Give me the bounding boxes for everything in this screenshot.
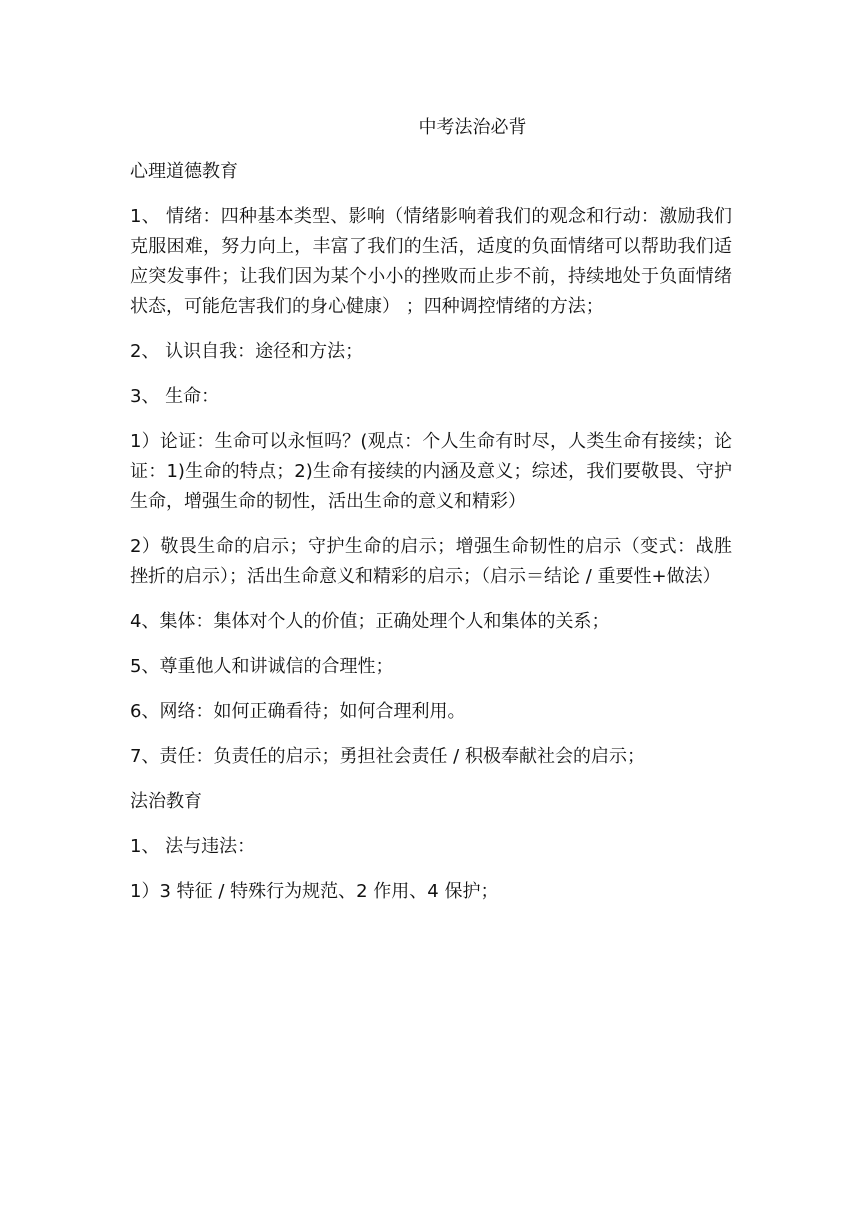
paragraph-life: 3、 生命： (130, 386, 220, 407)
document-body (130, 157, 732, 922)
paragraph-responsibility: 7、责任：负责任的启示；勇担社会责任 / 积极奉献社会的启示； (130, 746, 645, 767)
section-heading-moral-education: 心理道德教育 (130, 161, 238, 182)
paragraph-collective: 4、集体：集体对个人的价值；正确处理个人和集体的关系； (130, 611, 610, 632)
paragraph-life-argument: 1）论证：生命可以永恒吗？(观点：个人生命有时尽，人类生命有接续；论证：1)生命的特点；2)生命有接续的内涵及意义；综述，我们要敬畏、守护生命，增强生命的韧性，活出生命的意义和精彩） (130, 431, 732, 512)
document-title: 中考法治必背 (418, 117, 527, 138)
paragraph-network: 6、网络：如何正确看待；如何合理利用。 (130, 701, 466, 722)
paragraph-law-features: 1）3 特征 / 特殊行为规范、2 作用、4 保护； (130, 881, 499, 902)
paragraph-emotion: 1、 情绪：四种基本类型、影响（情绪影响着我们的观念和行动：激励我们克服困难，努力向上，丰富了我们的生活，适度的负面情绪可以帮助我们适应突发事件；让我们因为某个小小的挫败而止步不前，持续地处于负面情绪状态，可能危害我们的身心健康） ；四种调控情绪的方法； (130, 206, 732, 317)
paragraph-law-and-violation: 1、 法与违法： (130, 836, 256, 857)
paragraph-respect-honesty: 5、尊重他人和讲诚信的合理性； (130, 656, 394, 677)
paragraph-life-enlightenment: 2）敬畏生命的启示；守护生命的启示；增强生命韧性的启示（变式：战胜挫折的启示）；活出生命意义和精彩的启示；（启示＝结论 / 重要性+做法） (130, 536, 732, 587)
section-heading-law-education: 法治教育 (130, 791, 202, 812)
paragraph-self-knowledge: 2、 认识自我：途径和方法； (130, 341, 364, 362)
